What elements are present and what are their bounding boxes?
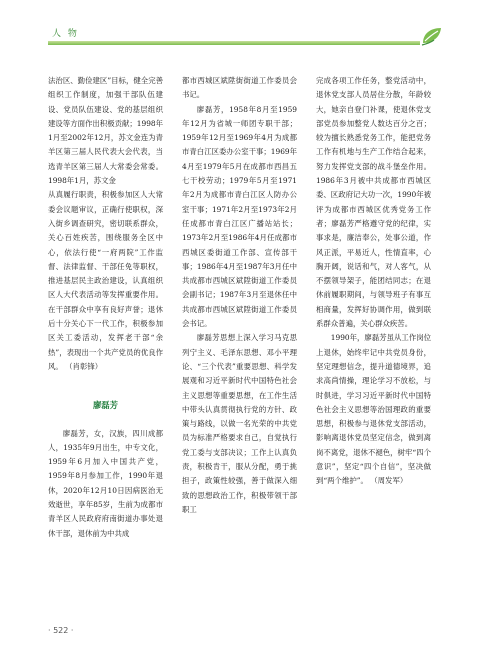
text-column-2 [182,74,297,517]
paragraph: 完成各项工作任务，整党活动中，退休党支部人员居住分散，年龄较大，她亲自登门补课，使退休党支部党员参加整党人数达百分之百；较为擅长熟悉党务工作，能把党务工作有机地与生产工作结合起来，努力发挥党支部的战斗堡垒作用。1986年3月被中共成都市西城区委、区政府记大功一次，1990年被评为成都市西城区优秀党务工作者；廖磊芳严格遵守党的纪律，实事求是，廉洁奉公，处事公道，作风正派，平易近人，性情直率，心胸开阔，说话和气，对人客气，从不摆领导架子，能团结同志；在退休前履职期间，与领导班子有事互相商量，发挥好协调作用，做到联系群众普遍，关心群众疾苦。 [316,76,431,329]
paragraph-text: 从真履行职责，积极参加区人大常委会议题审议，正确行使职权，深入街乡调查研究，密切联系群众，关心百姓疾苦，围绕服务全区中心，依法行使“一府两院”工作监督、法律监督、干部任免等职权，推进基层民主政治建设，认真组织区人大代表活动等发挥重要作用。在干部群众中享有良好声誉；退休后十分关心下一代工作，积极参加区关工委活动，发挥老干部“余热”，表现出一个共产党员的优良作风。 [48,190,163,371]
paragraph: 法治区、勤俭建区”目标，健全完善组织工作制度，加强干部队伍建设、党员队伍建设、党的基层组织建设等方面作出积极贡献；1998年1月至2002年12月，苏文金连为青羊区第三届人民代表大会代表，当选青羊区第三届人大常委会常委。1998年1月，苏文金 [48,76,163,186]
biography-title: 廖磊芳 [92,400,119,411]
page-number: · 522 · [48,626,74,635]
paragraph: 都市西城区斌陞街街道工作委员会书记。 [182,76,297,100]
text-column-3 [316,74,431,489]
paragraph: 廖磊芳思想上深入学习马克思列宁主义、毛泽东思想、邓小平理论、“三个代表”重要思想、科学发展观和习近平新时代中国特色社会主义思想等重要思想，在工作生活中带头认真贯彻执行党的方针、政策与路线，以做一名光荣的中共党员为标准严格要求自己，自觉执行党工委与支部决议；工作上认真负责，积极肯干，服从分配，勇于挑担子，政策性较强，善于做深入细致的思想政治工作，积极带领干部职工 [182,333,297,514]
paragraph [316,331,431,488]
author-credit: （肖彰锋） [65,361,103,371]
author-credit: （周发军） [370,476,408,486]
paragraph: 廖磊芳，女，汉族，四川成都人，1935年9月出生，中专文化，1959年6月加入中国共产党，1959年8月参加工作，1990年退休，2020年12月10日因病医治无效逝世，享年85岁，生前为成都市青羊区人民政府府南街道办事处退休干部，退休前为中共成 [48,428,163,538]
section-label: 人 物 [52,29,79,39]
paragraph [48,188,163,374]
paragraph-text: 1990年，廖磊芳虽从工作岗位上退休，始终牢记中共党员身份，坚定理想信念，提升道德境界，追求高尚情操，理论学习不放松，与时俱进，学习习近平新时代中国特色社会主义思想等治国理政的重要思想，积极参与退休党支部活动，影响离退休党员坚定信念，做到离岗不离党，退休不褪色，树牢“四个意识”，坚定“四个自信”，坚决做到“两个维护”。 [316,333,431,486]
page-header [0,0,480,48]
leaf-logo-icon [420,25,444,47]
text-column-1 [48,74,163,541]
paragraph: 廖磊芳，1958年8月至1959年12月为省城一师团专职干部；1959年12月至1969年4月为成都市青白江区委办公室干事；1969年4月至1979年5月在成都市西昌五七干校劳动；1979年5月至1971年2月为成都市青白江区人防办公室干事；1971年2月至1973年2月任成都市青白江区广播站站长；1973年2月至1986年4月任成都市西城区委街道工作部、宣传部干事；1986年4月至1987年3月任中共成都市西城区斌陞街道工作委员会副书记；1987年3月至退休任中共成都市西城区斌陞街道工作委员会书记。 [182,104,297,329]
header-rule [48,41,420,45]
